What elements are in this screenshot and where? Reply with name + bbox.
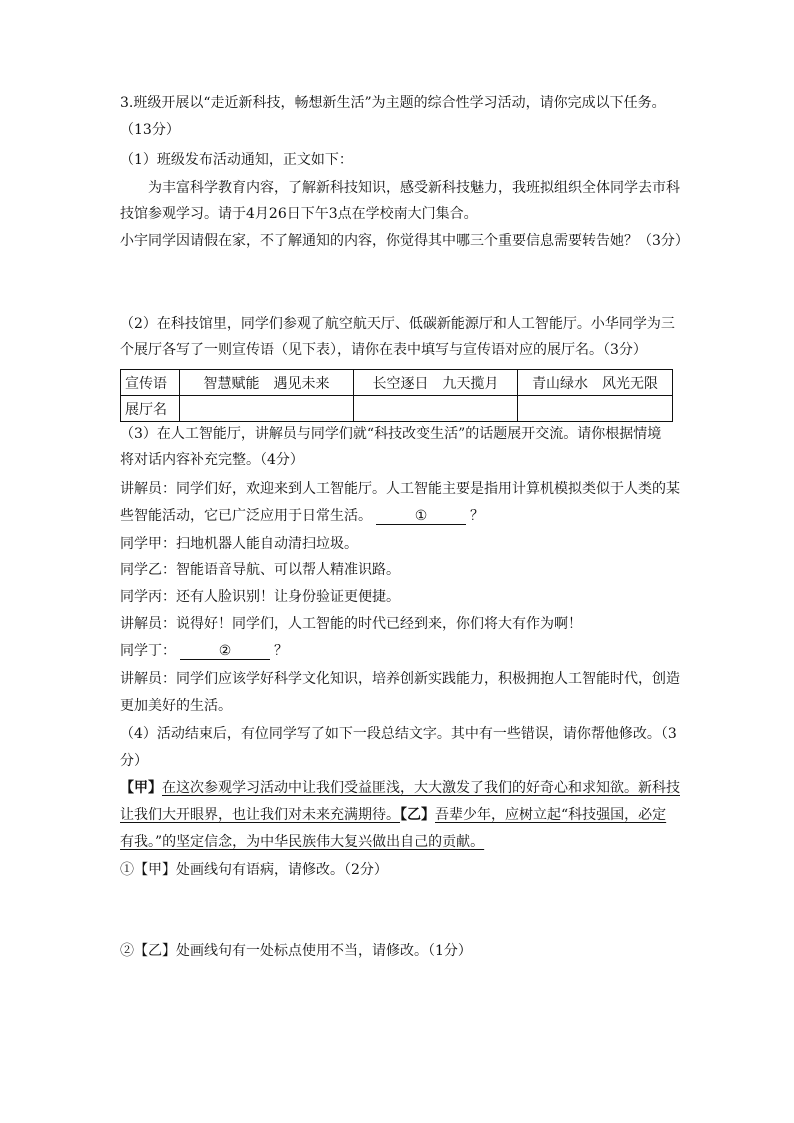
guide-speech-1-line-1: 讲解员：同学们好，欢迎来到人工智能厅。人工智能主要是指用计算机模拟类似于人类的某 xyxy=(120,481,680,497)
student-c-line: 同学丙：还有人脸识别！让身份验证更便捷。 xyxy=(120,589,400,605)
question-title-line-1: 3.班级开展以“走近新科技，畅想新生活”为主题的综合性学习活动，请你完成以下任务。 xyxy=(120,95,666,111)
part2-line-1: （2）在科技馆里，同学们参观了航空航天厅、低碳新能源厅和人工智能厅。小华同学为三 xyxy=(120,316,675,332)
student-d-label: 同学丁： xyxy=(120,643,176,659)
part1-question: 小宇同学因请假在家，不了解通知的内容，你觉得其中哪三个重要信息需要转告她？（3分） xyxy=(120,233,689,249)
student-a-line: 同学甲：扫地机器人能自动清扫垃圾。 xyxy=(120,536,358,552)
part4-heading-line-1: （4）活动结束后，有位同学写了如下一段总结文字。其中有一些错误，请你帮他修改。（3 xyxy=(120,726,677,742)
answer-blank-2[interactable]: ② xyxy=(180,643,270,660)
guide-speech-3-line-1: 讲解员：同学们应该学好科学文化知识，培养创新实践能力，积极拥抱人工智能时代，创造 xyxy=(120,671,680,687)
sub-question-1: ①【甲】处画线句有语病，请修改。（2分） xyxy=(120,862,388,878)
mark-jia: 【甲】 xyxy=(120,780,162,796)
underlined-sentence-yi-end: 有我。”的坚定信念，为中华民族伟大复兴做出自己的贡献。 xyxy=(120,834,485,850)
part3-heading-line-2: 将对话内容补充完整。（4分） xyxy=(120,452,304,468)
summary-line-3 xyxy=(120,832,484,852)
slogan-row xyxy=(121,370,673,396)
slogan-cell: 青山绿水 风光无限 xyxy=(518,370,673,396)
part2-line-2: 个展厅各写了一则宣传语（见下表），请你在表中填写与宣传语对应的展厅名。（3分） xyxy=(120,342,647,358)
underlined-sentence-jia: 在这次参观学习活动中让我们受益匪浅，大大激发了我们的好奇心和求知欲。新科技 xyxy=(162,780,680,796)
student-b-line: 同学乙：智能语音导航、可以帮人精准识路。 xyxy=(120,562,400,578)
slogan-cell: 长空逐日 九天揽月 xyxy=(354,370,518,396)
mark-yi: 【乙】 xyxy=(400,807,435,823)
notice-line-2: 技馆参观学习。请于4月26日下午3点在学校南大门集合。 xyxy=(120,206,478,222)
underlined-sentence-yi: 吾辈少年，应树立起“科技强国，必定 xyxy=(435,807,667,823)
part4-heading-line-2: 分） xyxy=(120,753,148,769)
guide-speech-1-text: 些智能活动，它已广泛应用于日常生活。 xyxy=(120,508,372,524)
student-d-line xyxy=(120,641,288,661)
summary-line-1 xyxy=(120,778,680,798)
summary-line-2 xyxy=(120,805,666,825)
part3-heading-line-1: （3）在人工智能厅，讲解员与同学们就“科技改变生活”的话题展开交流。请你根据情境 xyxy=(120,426,662,442)
part1-heading: （1）班级发布活动通知，正文如下： xyxy=(120,152,353,168)
hall-name-answer-cell[interactable] xyxy=(180,396,354,422)
sub-question-2: ②【乙】处画线句有一处标点使用不当，请修改。（1分） xyxy=(120,943,472,959)
question-title-line-2: （13分） xyxy=(120,122,180,138)
notice-line-1: 为丰富科学教育内容，了解新科技知识，感受新科技魅力，我班拟组织全体同学去市科 xyxy=(148,180,680,196)
answer-blank-1[interactable]: ① xyxy=(376,508,466,525)
hall-name-row-header: 展厅名 xyxy=(121,396,180,422)
guide-speech-2: 讲解员：说得好！同学们，人工智能的时代已经到来，你们将大有作为啊！ xyxy=(120,616,582,632)
hall-name-row xyxy=(121,396,673,422)
question-mark: ？ xyxy=(470,508,484,524)
guide-speech-3-line-2: 更加美好的生活。 xyxy=(120,698,232,714)
guide-speech-1-line-2 xyxy=(120,506,484,526)
hall-name-answer-cell[interactable] xyxy=(518,396,673,422)
question-mark: ？ xyxy=(274,643,288,659)
hall-name-answer-cell[interactable] xyxy=(354,396,518,422)
underlined-sentence-jia-end: 让我们大开眼界，也让我们对未来充满期待。 xyxy=(120,807,400,823)
slogan-table xyxy=(120,369,673,422)
slogan-row-header: 宣传语 xyxy=(121,370,180,396)
slogan-cell: 智慧赋能 遇见未来 xyxy=(180,370,354,396)
